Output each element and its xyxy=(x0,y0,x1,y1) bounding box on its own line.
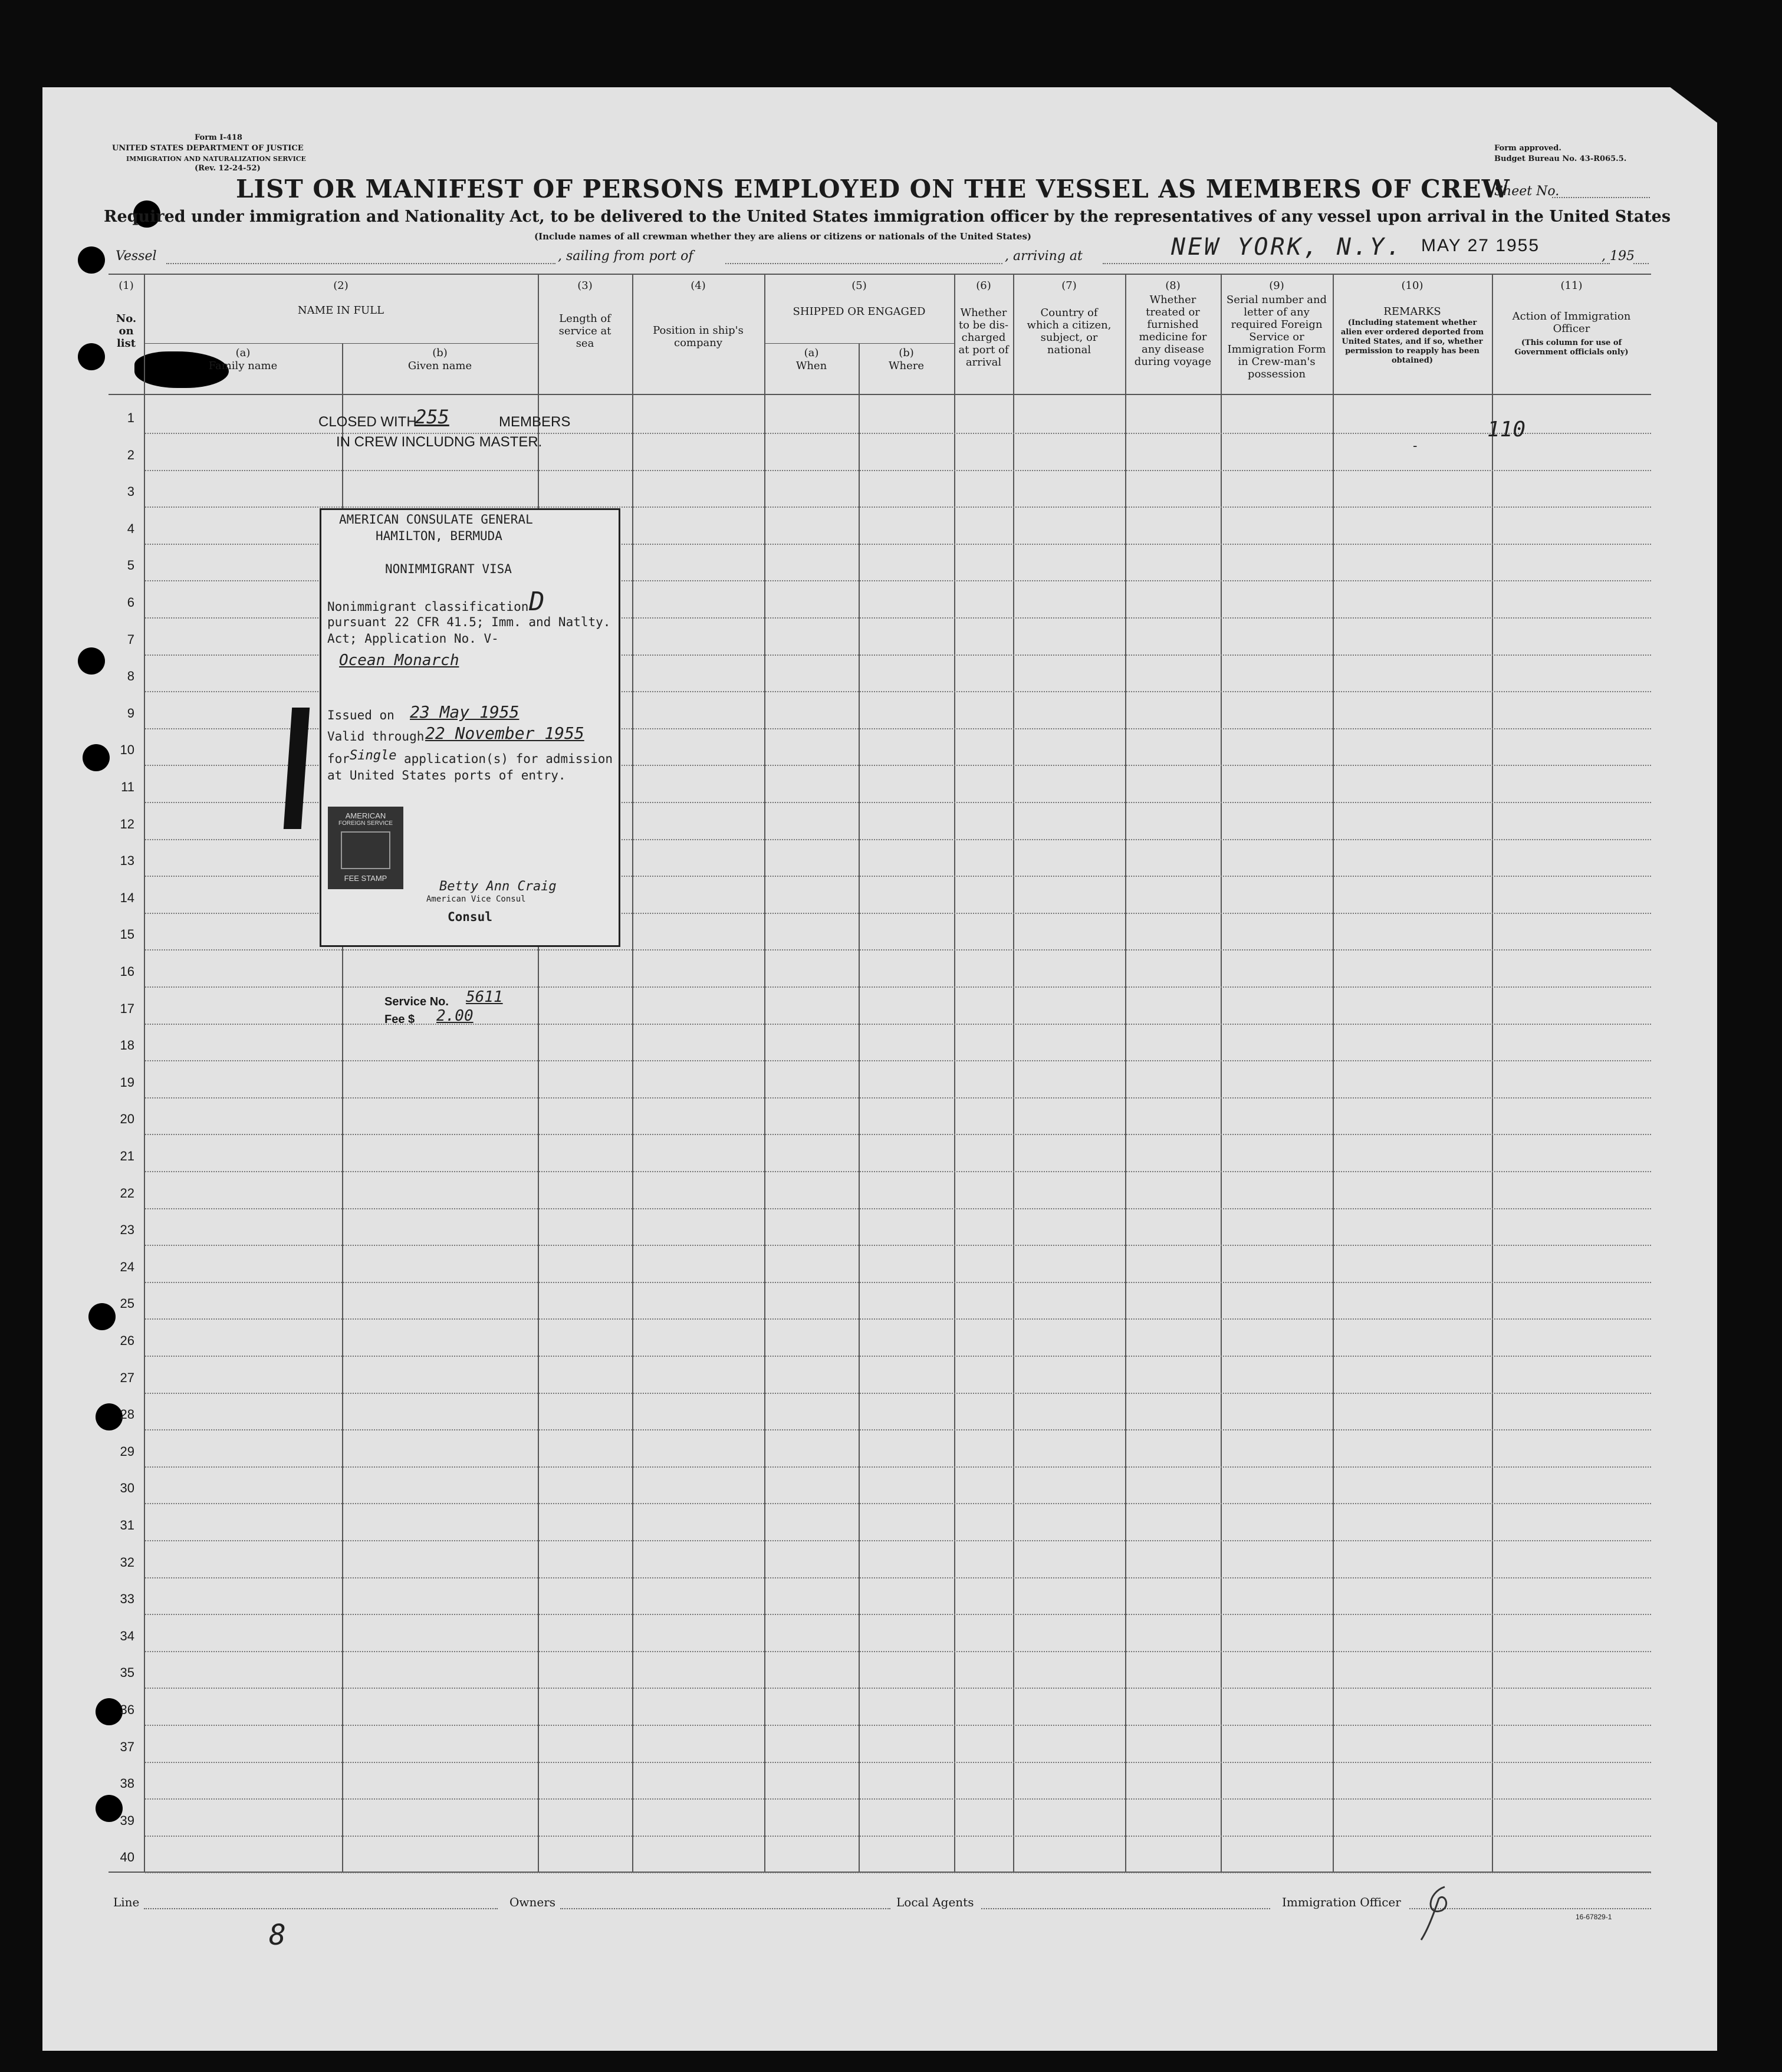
row-number: 31 xyxy=(120,1518,134,1532)
sailing-label: , sailing from port of xyxy=(558,249,693,264)
closed-line2: IN CREW INCLUDNG MASTER. xyxy=(336,434,543,450)
form-revision: (Rev. 12-24-52) xyxy=(195,164,261,173)
row-line xyxy=(145,1503,1651,1504)
row-number: 19 xyxy=(120,1075,134,1090)
stamp-line1: AMERICAN CONSULATE GENERAL xyxy=(339,512,533,527)
row-number: 13 xyxy=(120,853,134,868)
col7-number: (7) xyxy=(1061,279,1077,292)
stamp-line8: Valid through xyxy=(327,729,425,744)
col3-label: Length of service at sea xyxy=(558,313,611,350)
row-number: 23 xyxy=(120,1222,134,1237)
row-line xyxy=(145,1097,1651,1099)
col2-number: (2) xyxy=(333,279,348,292)
footer-officer-label: Immigration Officer xyxy=(1282,1895,1401,1909)
row-number: 1 xyxy=(127,410,134,425)
row-number: 14 xyxy=(120,890,134,905)
row-number: 30 xyxy=(120,1481,134,1495)
approval-line1: Form approved. xyxy=(1494,144,1561,153)
row-line xyxy=(145,1134,1651,1135)
fee-stamp-line2: FOREIGN SERVICE xyxy=(338,820,393,827)
row-line xyxy=(145,1024,1651,1025)
row-number: 9 xyxy=(127,706,134,721)
stamp-issued-date: 23 May 1955 xyxy=(410,702,520,722)
stamp-entry-count: Single xyxy=(350,748,397,763)
fee-stamp xyxy=(328,807,403,889)
col2b-sub: (b) xyxy=(432,347,448,359)
row-number: 11 xyxy=(121,780,134,794)
col4-number: (4) xyxy=(691,279,706,292)
closed-count: 255 xyxy=(415,406,449,428)
col10-number: (10) xyxy=(1401,279,1423,292)
closed-line1-members: MEMBERS xyxy=(499,414,571,430)
row-line xyxy=(145,1060,1651,1061)
row-line xyxy=(145,1872,1651,1873)
row-line xyxy=(145,1725,1651,1726)
footer-owners-label: Owners xyxy=(509,1895,556,1909)
date-stamp: MAY 27 1955 xyxy=(1421,236,1540,255)
row-line xyxy=(145,1614,1651,1615)
col5a-label: When xyxy=(795,360,827,372)
fee-stamp-line3: FEE STAMP xyxy=(344,874,387,883)
stamp-line4: Nonimmigrant classification xyxy=(327,600,529,614)
row-line xyxy=(145,1577,1651,1578)
row-number: 40 xyxy=(120,1850,134,1864)
service-value: 5611 xyxy=(466,988,503,1006)
stamp-line5: pursuant 22 CFR 41.5; Imm. and Natlty. xyxy=(327,615,611,629)
row-line xyxy=(145,949,1651,951)
row-number: 32 xyxy=(120,1555,134,1570)
row-line xyxy=(145,1798,1651,1800)
fee-stamp-seal xyxy=(341,831,390,869)
year-label: , 195 xyxy=(1602,249,1635,264)
col6-label: Whether to be dis-charged at port of arrival xyxy=(958,307,1009,369)
row-number: 20 xyxy=(120,1111,134,1126)
col1-number: (1) xyxy=(119,279,134,292)
row-number: 35 xyxy=(120,1665,134,1680)
col9-label: Serial number and letter of any required Foreign Service or Immigration Form in Crew-man's possession xyxy=(1226,294,1327,380)
page-mark: 8 xyxy=(269,1919,286,1952)
row-number: 22 xyxy=(120,1186,134,1201)
row-line xyxy=(145,1651,1651,1652)
stamp-line9: application(s) for admission xyxy=(404,752,613,766)
col6-number: (6) xyxy=(976,279,991,292)
row-number: 12 xyxy=(120,817,134,831)
row-number: 15 xyxy=(120,927,134,942)
row-line xyxy=(145,1356,1651,1357)
row-number: 39 xyxy=(120,1813,134,1828)
col2b-label: Given name xyxy=(407,360,472,372)
row-number: 17 xyxy=(120,1001,134,1016)
stamp-valid-date: 22 November 1955 xyxy=(425,723,584,743)
row-line xyxy=(145,1540,1651,1541)
row-line xyxy=(145,1208,1651,1209)
row-number: 2 xyxy=(127,448,134,462)
col5a-sub: (a) xyxy=(804,347,819,359)
stamp-line9-pre: for xyxy=(327,752,350,766)
row-number: 28 xyxy=(120,1407,134,1422)
fee-label: Fee $ xyxy=(384,1013,415,1026)
row-number: 5 xyxy=(127,558,134,573)
row-number: 36 xyxy=(120,1702,134,1717)
row-number: 3 xyxy=(127,484,134,499)
col5-number: (5) xyxy=(851,279,867,292)
row-number: 6 xyxy=(127,595,134,610)
form-code: 16-67829-1 xyxy=(1576,1913,1612,1921)
row-line xyxy=(145,1688,1651,1689)
page-title: LIST OR MANIFEST OF PERSONS EMPLOYED ON THE VESSEL AS MEMBERS OF CREW xyxy=(236,175,1510,203)
row-number: 29 xyxy=(120,1444,134,1459)
col2a-sub: (a) xyxy=(235,347,251,359)
row-number: 38 xyxy=(120,1776,134,1791)
col11-label: Action of Immigration Officer xyxy=(1512,310,1631,335)
manifest-sheet xyxy=(42,87,1717,2051)
form-number: Form I-418 xyxy=(195,133,242,142)
arriving-port: NEW YORK, N.Y. xyxy=(1171,233,1403,261)
fee-value: 2.00 xyxy=(436,1007,474,1025)
stamp-signer: Betty Ann Craig xyxy=(439,879,557,894)
col3-number: (3) xyxy=(577,279,593,292)
row-number: 18 xyxy=(120,1038,134,1053)
col7-label: Country of which a citizen, subject, or national xyxy=(1027,307,1112,356)
footer-agents-label: Local Agents xyxy=(896,1895,974,1909)
stamp-signer-title: American Vice Consul xyxy=(426,894,526,904)
col10-note: (Including statement whether alien ever ordered deported from United States, and if so, whether permission to reapply has been obtained) xyxy=(1340,318,1484,365)
agency-line1: UNITED STATES DEPARTMENT OF JUSTICE xyxy=(112,144,304,153)
stamp-line6: Act; Application No. V- xyxy=(327,632,499,646)
approval-line2: Budget Bureau No. 43-R065.5. xyxy=(1494,154,1627,163)
col4-label: Position in ship's company xyxy=(653,324,744,349)
stamp-line10: at United States ports of entry. xyxy=(327,768,566,782)
col5-label: SHIPPED OR ENGAGED xyxy=(793,305,926,318)
row-line xyxy=(145,1171,1651,1172)
punch-hole xyxy=(78,343,105,370)
row-line xyxy=(145,470,1651,471)
row-number: 26 xyxy=(120,1333,134,1348)
stamp-line2: HAMILTON, BERMUDA xyxy=(376,529,502,543)
row-line xyxy=(145,1318,1651,1320)
sheet-label: Sheet No. xyxy=(1494,184,1560,199)
col10-label: REMARKS xyxy=(1383,305,1441,318)
row-line xyxy=(145,1762,1651,1763)
row-line xyxy=(145,1282,1651,1283)
row-number: 10 xyxy=(120,742,134,757)
footer-line-label: Line xyxy=(113,1895,140,1909)
officer-signature xyxy=(1409,1875,1480,1946)
vessel-label: Vessel xyxy=(116,249,157,264)
row-number: 7 xyxy=(127,632,134,647)
stamp-consul: Consul xyxy=(448,910,492,924)
col2a-label: Family name xyxy=(208,360,278,372)
service-label: Service No. xyxy=(384,995,449,1008)
col1-label: No. on list xyxy=(116,313,137,350)
row-number: 27 xyxy=(120,1370,134,1385)
row-number: 21 xyxy=(120,1149,134,1163)
row-number: 4 xyxy=(127,521,134,536)
agency-line2: IMMIGRATION AND NATURALIZATION SERVICE xyxy=(126,155,306,163)
row-number: 37 xyxy=(120,1739,134,1754)
stamp-vessel-name: Ocean Monarch xyxy=(339,652,459,669)
col5b-label: Where xyxy=(888,360,924,372)
punch-hole xyxy=(78,246,105,274)
required-statement: Required under immigration and Nationality Act, to be delivered to the United States immigration officer by the representatives of any vessel upon arrival in the United States xyxy=(104,208,1671,226)
fee-stamp-line1: AMERICAN xyxy=(345,811,386,820)
col11-number: (11) xyxy=(1560,279,1583,292)
row-number: 33 xyxy=(120,1591,134,1606)
row-line xyxy=(145,507,1651,508)
col8-label: Whether treated or furnished medicine for any disease during voyage xyxy=(1134,294,1212,368)
col8-number: (8) xyxy=(1165,279,1181,292)
col11-note: (This column for use of Government officials only) xyxy=(1514,338,1629,357)
row-number: 16 xyxy=(120,964,134,979)
row-line xyxy=(145,986,1651,988)
col9-number: (9) xyxy=(1269,279,1284,292)
col5b-sub: (b) xyxy=(899,347,914,359)
row-line xyxy=(145,1393,1651,1394)
stamp-line3: NONIMMIGRANT VISA xyxy=(385,562,512,576)
closed-line1-text: CLOSED WITH xyxy=(318,414,417,430)
action-value: 110 xyxy=(1487,417,1526,442)
row-line xyxy=(145,1466,1651,1468)
include-note: (Include names of all crewman whether they are aliens or citizens or nationals of the United States) xyxy=(534,231,1031,242)
row-number: 25 xyxy=(120,1296,134,1311)
col2-label: NAME IN FULL xyxy=(297,304,384,317)
row-number: 24 xyxy=(120,1259,134,1274)
row-number: 8 xyxy=(127,669,134,683)
stamp-classification: D xyxy=(529,587,545,617)
row-line xyxy=(145,1836,1651,1837)
row-number: 34 xyxy=(120,1629,134,1643)
arriving-label: , arriving at xyxy=(1005,249,1083,264)
row-line xyxy=(145,1245,1651,1246)
row-line xyxy=(145,1429,1651,1430)
stamp-line7: Issued on xyxy=(327,708,394,722)
remark-dash: - xyxy=(1413,439,1418,453)
